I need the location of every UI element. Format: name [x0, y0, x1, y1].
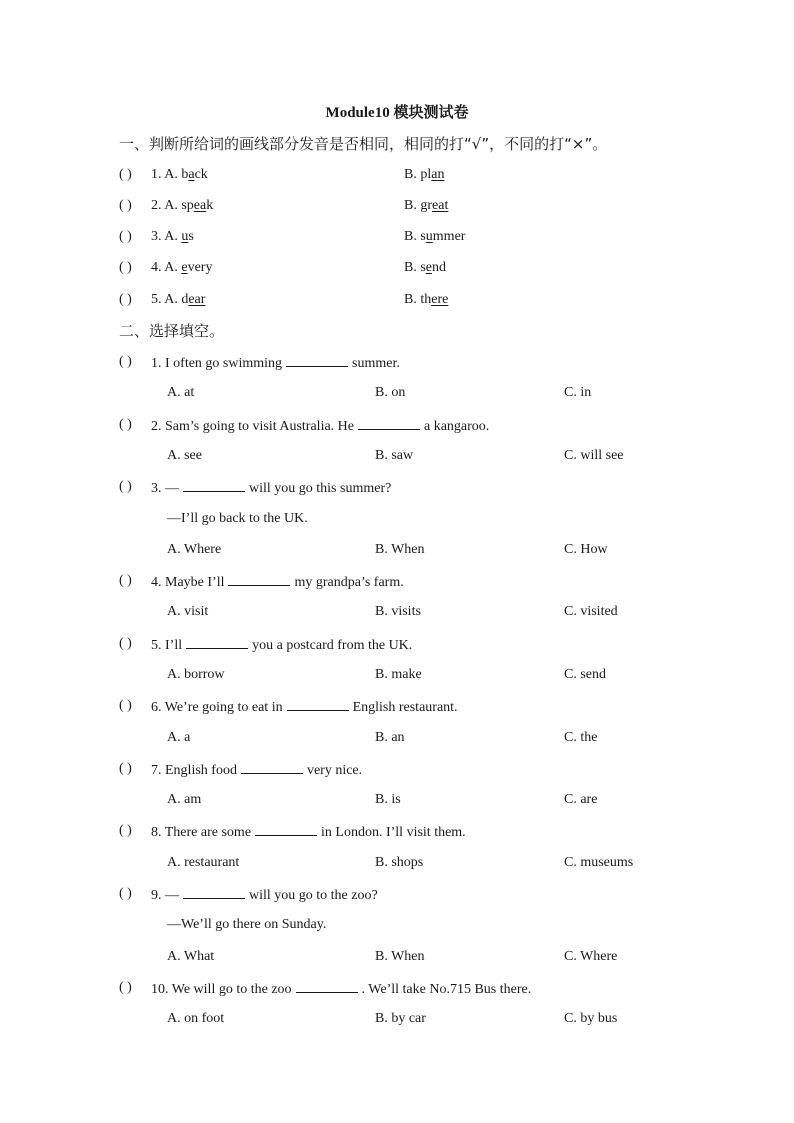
option-a[interactable]: A. am — [167, 792, 202, 807]
page-title: Module10 模块测试卷 — [325, 105, 469, 121]
option-b-label: B. — [404, 229, 417, 244]
question-text — [151, 417, 489, 435]
question-post: a kangaroo. — [424, 419, 490, 434]
question-stem — [0, 417, 794, 437]
fill-blank[interactable] — [186, 636, 248, 649]
item-number-option-a — [151, 260, 212, 276]
question-pre: 5. I’ll — [151, 638, 183, 653]
word-b-prefix: gr — [420, 198, 433, 213]
question-stem — [0, 573, 794, 593]
question-stem — [0, 636, 794, 656]
answer-parentheses[interactable]: ( ) — [119, 260, 132, 275]
dialogue-response — [0, 511, 794, 531]
option-b — [404, 292, 448, 308]
option-a[interactable]: A. borrow — [167, 667, 225, 682]
option-c[interactable]: C. send — [564, 667, 606, 682]
word-a-suffix: s — [188, 229, 194, 244]
fill-blank[interactable] — [287, 698, 349, 711]
option-b[interactable]: B. saw — [375, 448, 414, 463]
option-c[interactable]: C. by bus — [564, 1011, 618, 1026]
item-label: 1. A. — [151, 167, 178, 182]
answer-parentheses[interactable]: ( ) — [119, 573, 132, 588]
word-b-prefix: th — [420, 292, 432, 307]
question-post: will you go to the zoo? — [249, 888, 378, 903]
question-pre: 2. Sam’s going to visit Australia. He — [151, 419, 354, 434]
question-stem — [0, 479, 794, 499]
word-b-suffix: mmer — [432, 229, 466, 244]
question-text — [151, 354, 400, 372]
question-text — [151, 980, 531, 998]
word-a-suffix: k — [206, 198, 214, 213]
word-a-prefix: b — [181, 167, 189, 182]
option-a[interactable]: A. at — [167, 385, 195, 400]
section-2-heading: 二、选择填空。 — [119, 322, 225, 340]
item-number-option-a — [151, 229, 194, 245]
answer-options — [0, 1011, 794, 1031]
question-stem — [0, 354, 794, 374]
question-text — [151, 823, 466, 841]
question-post: summer. — [352, 356, 400, 371]
option-b[interactable]: B. by car — [375, 1011, 426, 1026]
question-pre: 8. There are some — [151, 825, 252, 840]
option-b[interactable]: B. shops — [375, 855, 424, 870]
option-b-label: B. — [404, 198, 417, 213]
option-c[interactable]: C. visited — [564, 604, 618, 619]
option-c[interactable]: C. museums — [564, 855, 634, 870]
option-a[interactable]: A. visit — [167, 604, 209, 619]
answer-parentheses[interactable]: ( ) — [119, 229, 132, 244]
option-c[interactable]: C. are — [564, 792, 598, 807]
option-a[interactable]: A. restaurant — [167, 855, 240, 870]
question-text — [151, 698, 458, 716]
word-a-suffix: very — [187, 260, 213, 275]
answer-options — [0, 792, 794, 812]
question-text — [151, 761, 362, 779]
answer-parentheses[interactable]: ( ) — [119, 479, 132, 494]
question-post: English restaurant. — [352, 700, 458, 715]
word-b-underlined: an — [431, 167, 445, 182]
question-post: you a postcard from the UK. — [252, 638, 413, 653]
question-text — [151, 573, 404, 591]
option-c[interactable]: C. Where — [564, 949, 618, 964]
option-a[interactable]: A. see — [167, 448, 202, 463]
option-b-label: B. — [404, 167, 417, 182]
word-b-underlined: u — [425, 229, 433, 244]
item-number-option-a — [151, 198, 213, 214]
pronunciation-item — [0, 260, 794, 280]
answer-parentheses[interactable]: ( ) — [119, 980, 132, 995]
option-b[interactable]: B. make — [375, 667, 422, 682]
question-stem — [0, 698, 794, 718]
question-pre: 1. I often go swimming — [151, 356, 283, 371]
answer-parentheses[interactable]: ( ) — [119, 636, 132, 651]
option-c[interactable]: C. How — [564, 542, 608, 557]
answer-parentheses[interactable]: ( ) — [119, 167, 132, 182]
answer-options — [0, 542, 794, 562]
answer-parentheses[interactable]: ( ) — [119, 761, 132, 776]
question-stem — [0, 761, 794, 781]
option-a[interactable]: A. Where — [167, 542, 222, 557]
question-text — [151, 886, 378, 904]
question-post: will you go this summer? — [249, 481, 392, 496]
pronunciation-item — [0, 229, 794, 249]
option-b — [404, 260, 446, 276]
answer-options — [0, 667, 794, 687]
pronunciation-item — [0, 292, 794, 312]
question-text — [151, 636, 412, 654]
option-b[interactable]: B. When — [375, 542, 425, 557]
item-label: 4. A. — [151, 260, 178, 275]
fill-blank[interactable] — [296, 980, 358, 993]
item-label: 3. A. — [151, 229, 178, 244]
fill-blank[interactable] — [183, 886, 245, 899]
answer-options — [0, 949, 794, 969]
answer-parentheses[interactable]: ( ) — [119, 823, 132, 838]
answer-options — [0, 855, 794, 875]
option-c[interactable]: C. the — [564, 730, 598, 745]
option-b — [404, 198, 448, 214]
response-text: —I’ll go back to the UK. — [167, 511, 308, 526]
answer-options — [0, 604, 794, 624]
option-b[interactable]: B. When — [375, 949, 425, 964]
answer-parentheses[interactable]: ( ) — [119, 698, 132, 713]
word-a-underlined: a — [188, 167, 195, 182]
fill-blank[interactable] — [183, 479, 245, 492]
option-b — [404, 167, 444, 183]
option-a[interactable]: A. What — [167, 949, 215, 964]
word-a-suffix: ck — [194, 167, 208, 182]
option-a[interactable]: A. on foot — [167, 1011, 225, 1026]
option-b[interactable]: B. an — [375, 730, 405, 745]
question-post: in London. I’ll visit them. — [321, 825, 466, 840]
answer-parentheses[interactable]: ( ) — [119, 417, 132, 432]
question-pre: 10. We will go to the zoo — [151, 982, 292, 997]
fill-blank[interactable] — [255, 823, 317, 836]
word-b-underlined: ere — [431, 292, 449, 307]
word-a-underlined: u — [181, 229, 189, 244]
dialogue-response — [0, 917, 794, 937]
item-label: 2. A. — [151, 198, 178, 213]
option-b — [404, 229, 465, 245]
word-b-underlined: eat — [432, 198, 449, 213]
question-pre: 7. English food — [151, 763, 237, 778]
item-number-option-a — [151, 167, 208, 183]
answer-parentheses[interactable]: ( ) — [119, 292, 132, 307]
item-number-option-a — [151, 292, 205, 308]
word-b-prefix: pl — [420, 167, 432, 182]
fill-blank[interactable] — [358, 417, 420, 430]
word-a-prefix: d — [181, 292, 189, 307]
answer-options — [0, 448, 794, 468]
word-b-prefix: s — [420, 229, 426, 244]
option-c[interactable]: C. will see — [564, 448, 624, 463]
option-b[interactable]: B. is — [375, 792, 401, 807]
option-c[interactable]: C. in — [564, 385, 592, 400]
word-a-prefix: sp — [181, 198, 194, 213]
fill-blank[interactable] — [241, 761, 303, 774]
option-b-label: B. — [404, 292, 417, 307]
section-1-heading: 一、判断所给词的画线部分发音是否相同，相同的打“√”，不同的打“×”。 — [119, 135, 608, 153]
option-b[interactable]: B. visits — [375, 604, 421, 619]
pronunciation-item — [0, 198, 794, 218]
question-pre: 6. We’re going to eat in — [151, 700, 283, 715]
answer-options — [0, 385, 794, 405]
question-post: my grandpa’s farm. — [294, 575, 404, 590]
question-stem — [0, 823, 794, 843]
question-pre: 3. — — [151, 481, 179, 496]
word-a-underlined: ea — [193, 198, 207, 213]
fill-blank[interactable] — [286, 354, 348, 367]
question-stem — [0, 980, 794, 1000]
question-stem — [0, 886, 794, 906]
option-b-label: B. — [404, 260, 417, 275]
word-b-prefix: s — [420, 260, 426, 275]
fill-blank[interactable] — [228, 573, 290, 586]
word-a-underlined: ear — [188, 292, 206, 307]
option-a[interactable]: A. a — [167, 730, 191, 745]
pronunciation-item — [0, 167, 794, 187]
question-post: . We’ll take No.715 Bus there. — [361, 982, 532, 997]
question-pre: 9. — — [151, 888, 179, 903]
question-pre: 4. Maybe I’ll — [151, 575, 225, 590]
question-post: very nice. — [306, 763, 363, 778]
answer-parentheses[interactable]: ( ) — [119, 354, 132, 369]
option-b[interactable]: B. on — [375, 385, 406, 400]
answer-parentheses[interactable]: ( ) — [119, 886, 132, 901]
word-b-underlined: e — [425, 260, 433, 275]
answer-options — [0, 730, 794, 750]
question-text — [151, 479, 391, 497]
word-a-underlined: e — [181, 260, 188, 275]
response-text: —We’ll go there on Sunday. — [167, 917, 327, 932]
item-label: 5. A. — [151, 292, 178, 307]
answer-parentheses[interactable]: ( ) — [119, 198, 132, 213]
word-b-suffix: nd — [432, 260, 447, 275]
